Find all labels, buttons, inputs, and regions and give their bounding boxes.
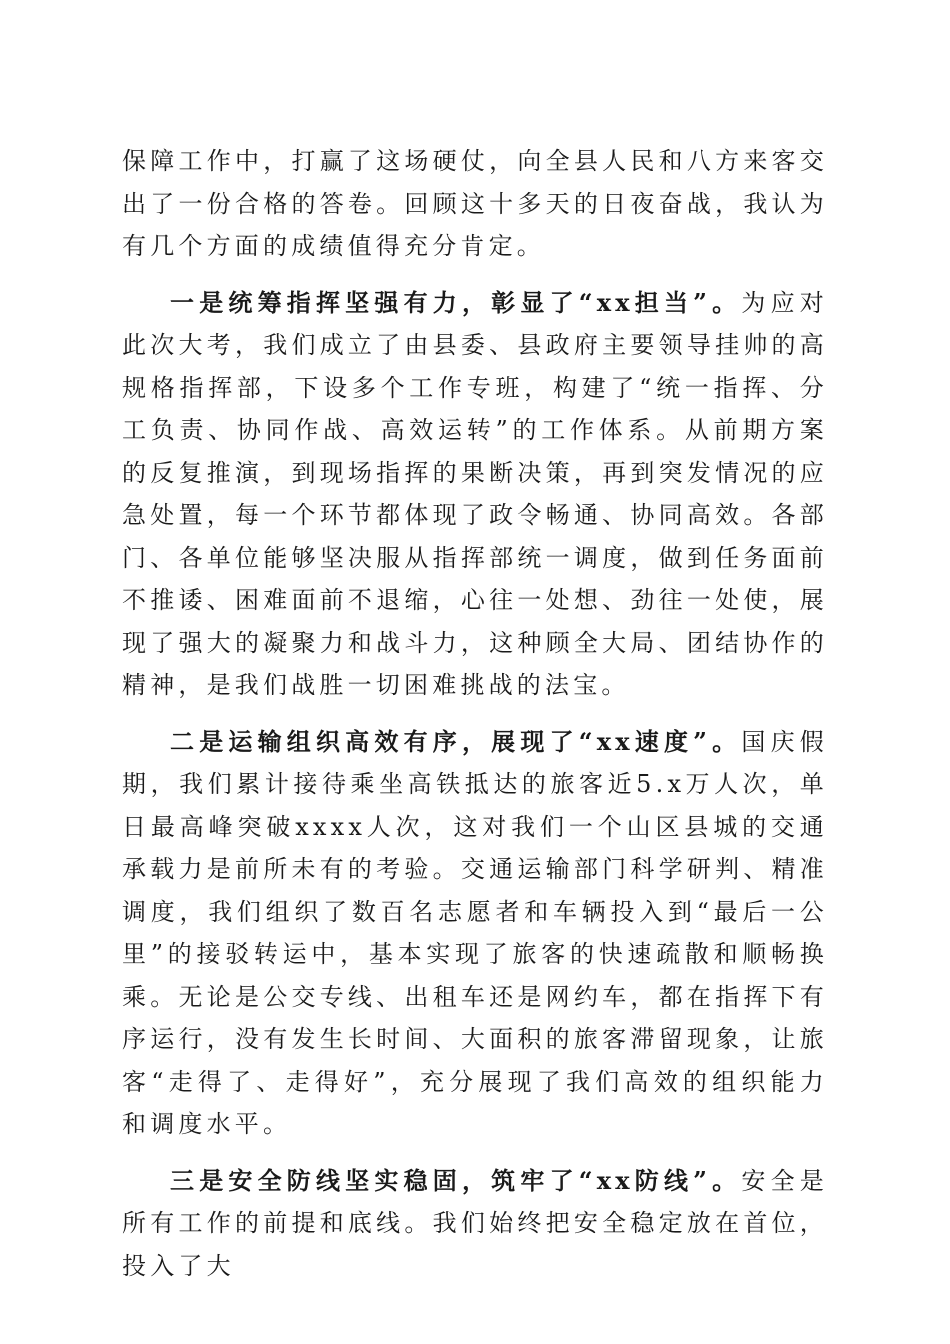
paragraph-point-one: [122, 282, 828, 707]
paragraph-body: 国庆假期，我们累计接待乘坐高铁抵达的旅客近5.x万人次，单日最高峰突破xxxx人次，这对我们一个山区县城的交通承载力是前所未有的考验。交通运输部门科学研判、精准调度，我们组织了数百名志愿者和车辆投入到“最后一公里”的接驳转运中，基本实现了旅客的快速疏散和顺畅换乘。无论是公交专线、出租车还是网约车，都在指挥下有序运行，没有发生长时间、大面积的旅客滞留现象，让旅客“走得了、走得好”，充分展现了我们高效的组织能力和调度水平。: [122, 727, 828, 1138]
paragraph-point-two: [122, 721, 828, 1146]
paragraph-body: 保障工作中，打赢了这场硬仗，向全县人民和八方来客交出了一份合格的答卷。回顾这十多天的日夜奋战，我认为有几个方面的成绩值得充分肯定。: [122, 147, 828, 260]
paragraph-body: 安全是所有工作的前提和底线。我们始终把安全稳定放在首位，投入了大: [122, 1166, 828, 1280]
document-body: [122, 140, 828, 1287]
paragraph-intro-continuation: [122, 140, 828, 268]
paragraph-body: 为应对此次大考，我们成立了由县委、县政府主要领导挂帅的高规格指挥部，下设多个工作专班，构建了“统一指挥、分工负责、协同作战、高效运转”的工作体系。从前期方案的反复推演，到现场指挥的果断决策，再到突发情况的应急处置，每一个环节都体现了政令畅通、协同高效。各部门、各单位能够坚决服从指挥部统一调度，做到任务面前不推诿、困难面前不退缩，心往一处想、劲往一处使，展现了强大的凝聚力和战斗力，这种顾全大局、团结协作的精神，是我们战胜一切困难挑战的法宝。: [122, 288, 828, 699]
paragraph-lead: 三是安全防线坚实稳固，筑牢了“xx防线”。: [170, 1165, 742, 1195]
paragraph-point-three: [122, 1160, 828, 1288]
paragraph-lead: 二是运输组织高效有序，展现了“xx速度”。: [170, 726, 742, 756]
paragraph-lead: 一是统筹指挥坚强有力，彰显了“xx担当”。: [170, 287, 742, 317]
